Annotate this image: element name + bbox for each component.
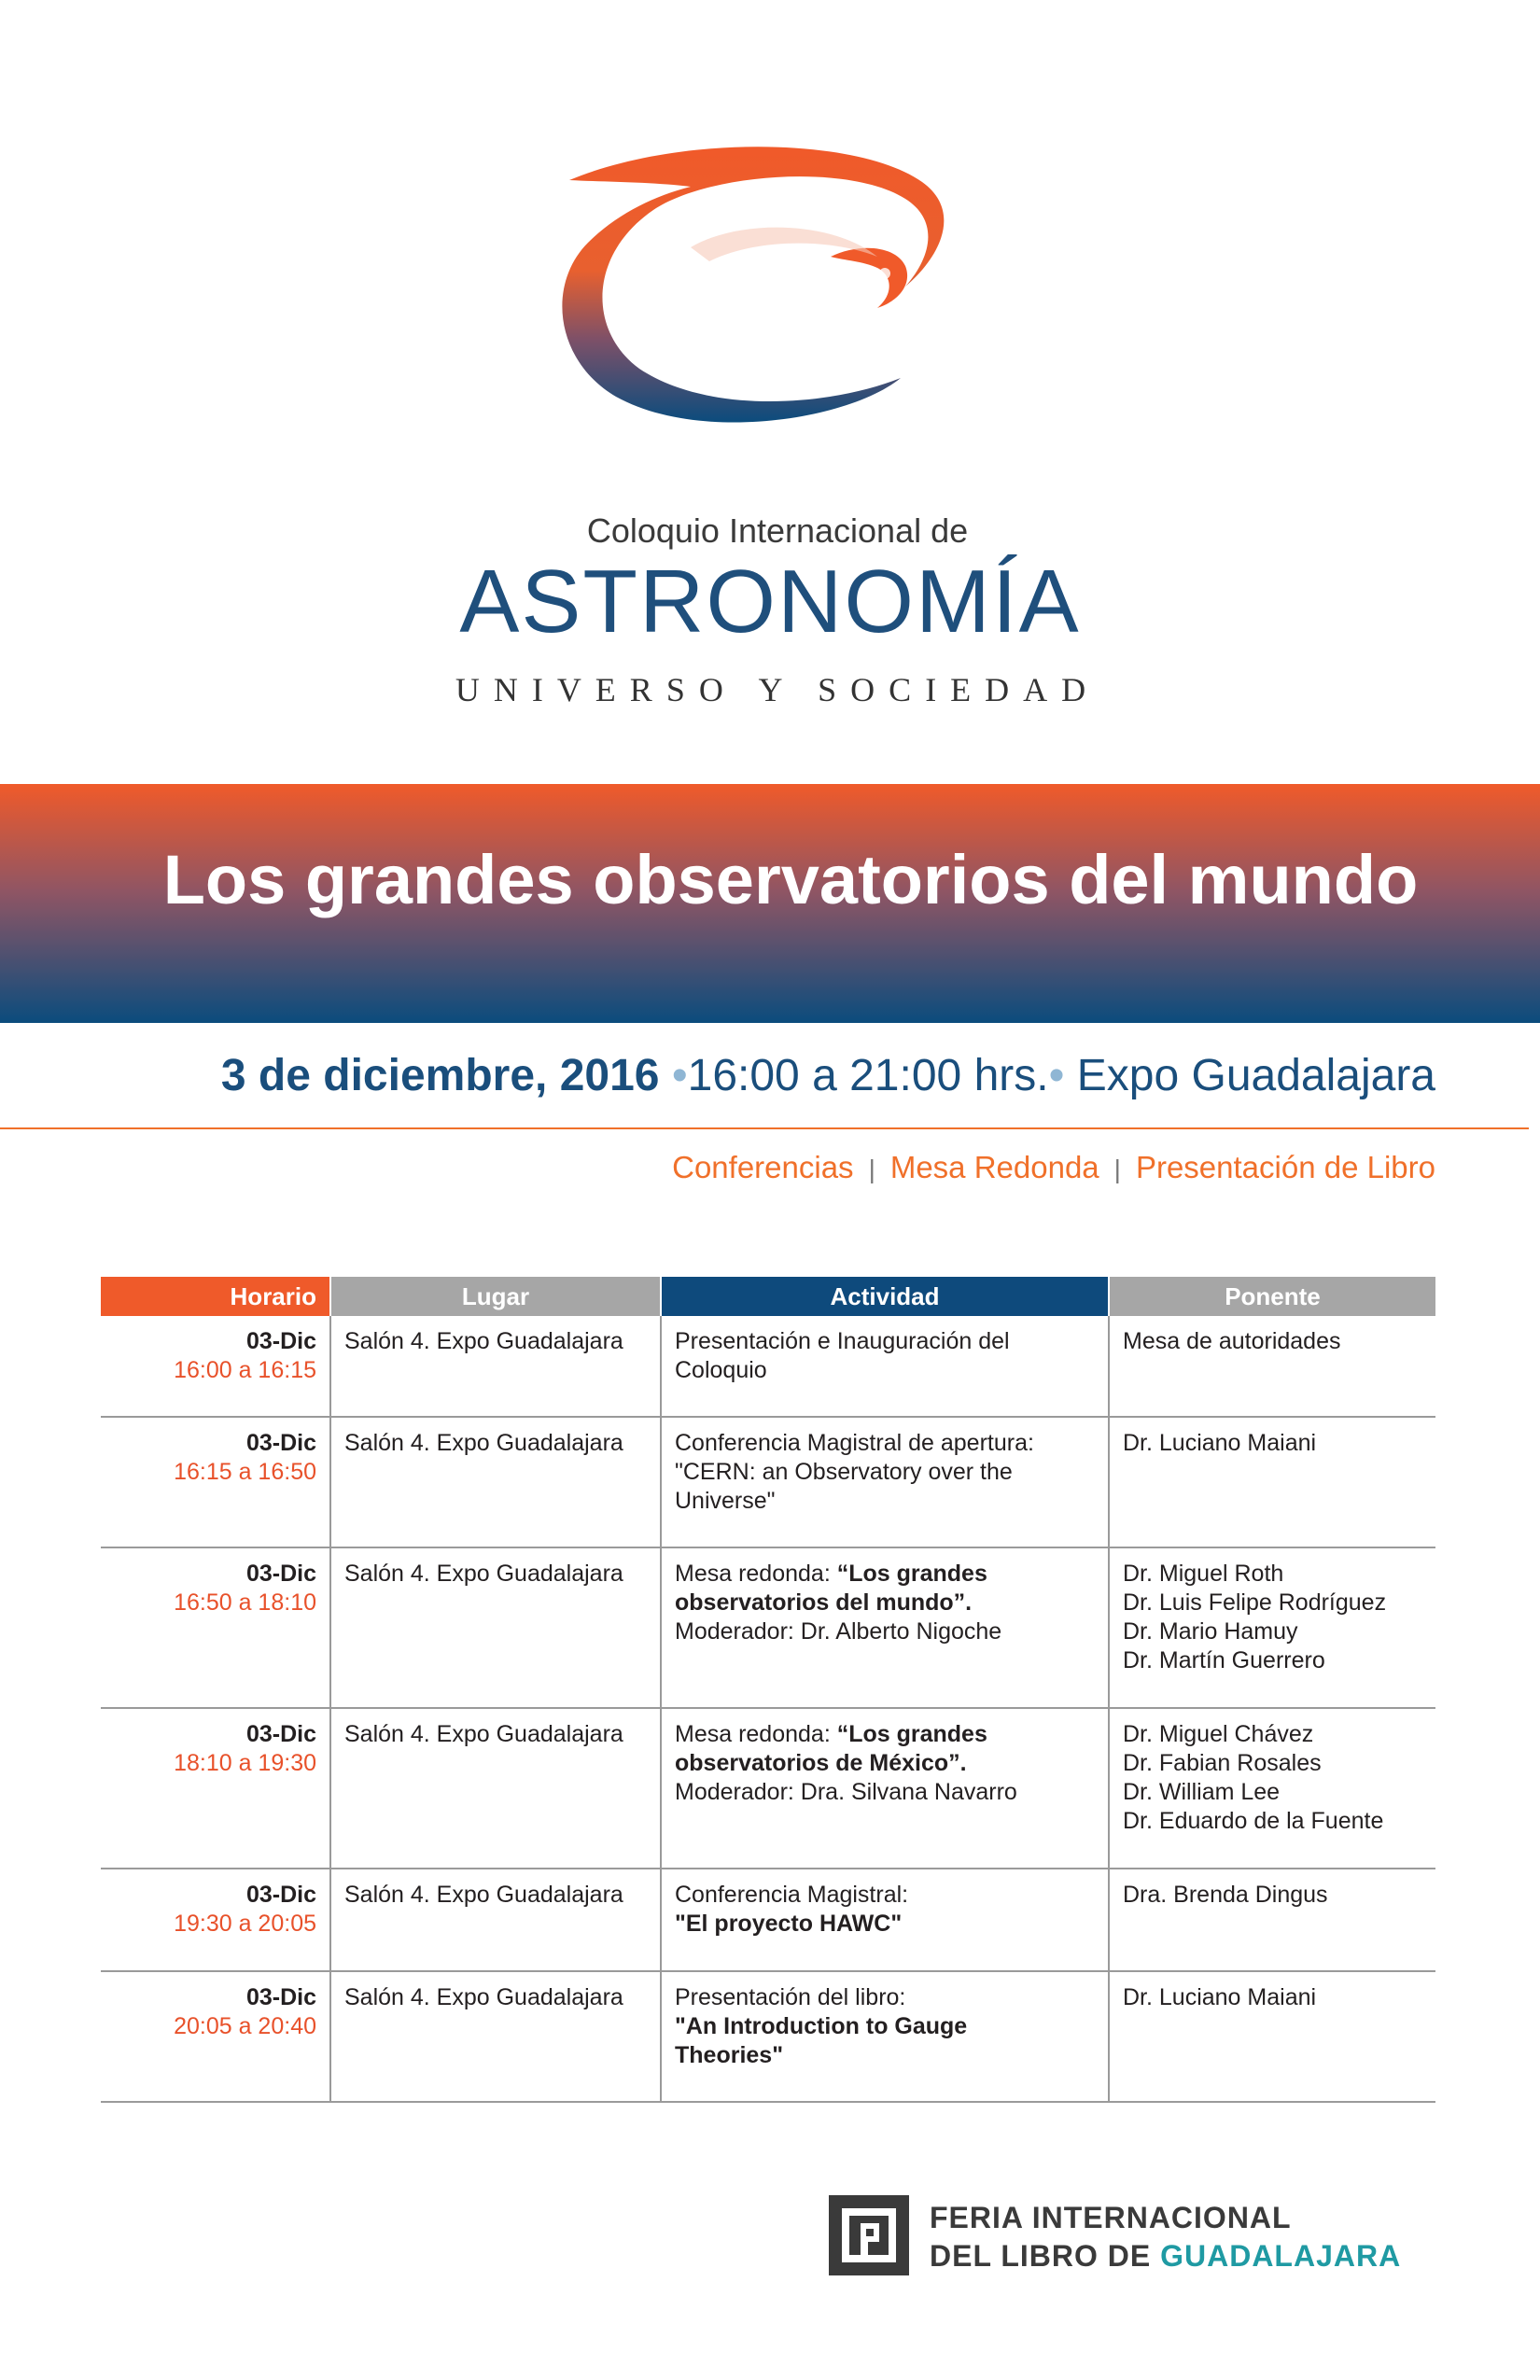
activity-text: Conferencia Magistral: (675, 1882, 909, 1908)
row-day: 03-Dic (245, 1984, 316, 2010)
table-row (101, 1547, 1435, 1708)
bullet-icon: • (671, 1051, 688, 1100)
event-type: Presentación de Libro (1135, 1150, 1435, 1184)
row-time: 19:30 a 20:05 (174, 1911, 316, 1937)
column-header-ponente: Ponente (1109, 1277, 1435, 1316)
speaker-name: Dr. William Lee (1123, 1779, 1281, 1805)
cell-ponente (1109, 1316, 1435, 1417)
row-day: 03-Dic (245, 1430, 316, 1456)
activity-text: Coloquio (675, 1357, 767, 1383)
table-row (101, 1708, 1435, 1869)
activity-title: Theories" (675, 2042, 784, 2068)
activity-text: Mesa redonda: (675, 1721, 837, 1747)
speaker-name: Dr. Miguel Roth (1123, 1561, 1284, 1587)
activity-text: Conferencia Magistral de apertura: (675, 1430, 1034, 1456)
row-day: 03-Dic (245, 1561, 316, 1587)
activity-text: Presentación del libro: (675, 1984, 906, 2010)
event-venue: Expo Guadalajara (1076, 1051, 1435, 1100)
row-time: 16:00 a 16:15 (174, 1357, 316, 1383)
activity-line (675, 1720, 1095, 1749)
logo-tagline: UNIVERSO Y SOCIEDAD (455, 671, 1100, 708)
fil-logo-text (930, 2199, 1401, 2275)
speaker-name: Dra. Brenda Dingus (1123, 1882, 1328, 1908)
activity-moderator: Moderador: Dra. Silvana Navarro (675, 1779, 1017, 1805)
activity-text: "CERN: an Observatory over the (675, 1459, 1013, 1485)
event-types (672, 1150, 1435, 1185)
activity-title: "An Introduction to Gauge (675, 2013, 968, 2039)
cell-ponente (1109, 1547, 1435, 1708)
cell-lugar: Salón 4. Expo Guadalajara (330, 1869, 661, 1971)
speaker-name: Dr. Mario Hamuy (1123, 1618, 1298, 1645)
activity-title: observatorios de México”. (675, 1750, 967, 1776)
cell-lugar: Salón 4. Expo Guadalajara (330, 1547, 661, 1708)
cell-ponente (1109, 1971, 1435, 2102)
table-row (101, 1869, 1435, 1971)
row-day: 03-Dic (245, 1882, 316, 1908)
cell-actividad (661, 1971, 1109, 2102)
table-row (101, 1971, 1435, 2102)
cell-lugar: Salón 4. Expo Guadalajara (330, 1971, 661, 2102)
logo-subtitle: Coloquio Internacional de (586, 511, 969, 550)
activity-moderator: Moderador: Dr. Alberto Nigoche (675, 1618, 1002, 1645)
cell-horario (101, 1869, 330, 1971)
event-type: Conferencias (672, 1150, 854, 1184)
schedule-body (101, 1316, 1435, 2102)
speaker-name: Dr. Eduardo de la Fuente (1123, 1808, 1384, 1834)
cell-lugar: Salón 4. Expo Guadalajara (330, 1316, 661, 1417)
activity-title: “Los grandes (836, 1561, 987, 1587)
fil-logo-icon (829, 2195, 909, 2275)
activity-title: observatorios del mundo”. (675, 1589, 973, 1616)
bullet-icon: • (1048, 1051, 1065, 1100)
activity-text: Mesa redonda: (675, 1561, 837, 1587)
speaker-name: Dr. Fabian Rosales (1123, 1750, 1322, 1776)
cell-ponente (1109, 1708, 1435, 1869)
swirl-icon (551, 145, 999, 462)
title-banner (0, 784, 1540, 1023)
cell-actividad (661, 1417, 1109, 1547)
cell-actividad (661, 1316, 1109, 1417)
table-row (101, 1316, 1435, 1417)
event-time: 16:00 a 21:00 hrs. (687, 1051, 1049, 1100)
logo-title: ASTRONOMÍA (459, 552, 1081, 651)
cell-lugar: Salón 4. Expo Guadalajara (330, 1417, 661, 1547)
activity-title: “Los grandes (836, 1721, 987, 1747)
speaker-name: Mesa de autoridades (1123, 1328, 1341, 1354)
cell-ponente (1109, 1417, 1435, 1547)
activity-text: Universe" (675, 1488, 776, 1514)
speaker-name: Dr. Martín Guerrero (1123, 1647, 1325, 1673)
activity-line (675, 1560, 1095, 1589)
cell-horario (101, 1547, 330, 1708)
fil-line2-highlight: GUADALAJARA (1160, 2239, 1402, 2273)
speaker-name: Dr. Luis Felipe Rodríguez (1123, 1589, 1387, 1616)
cell-ponente (1109, 1869, 1435, 1971)
banner-title: Los grandes observatorios del mundo (162, 841, 1419, 918)
activity-text: Presentación e Inauguración del (675, 1328, 1010, 1354)
row-time: 18:10 a 19:30 (174, 1750, 316, 1776)
row-day: 03-Dic (245, 1721, 316, 1747)
schedule-table (101, 1277, 1435, 2103)
table-header-row (101, 1277, 1435, 1316)
event-dateline (221, 1050, 1435, 1101)
speaker-name: Dr. Miguel Chávez (1123, 1721, 1314, 1747)
column-header-lugar: Lugar (330, 1277, 661, 1316)
cell-actividad (661, 1547, 1109, 1708)
row-time: 16:15 a 16:50 (174, 1459, 316, 1485)
table-row (101, 1417, 1435, 1547)
event-date: 3 de diciembre, 2016 (220, 1051, 660, 1100)
event-type: Mesa Redonda (889, 1150, 1099, 1184)
fil-logo (829, 2195, 1402, 2279)
row-time: 16:50 a 18:10 (174, 1589, 316, 1616)
row-time: 20:05 a 20:40 (174, 2013, 316, 2039)
column-header-horario: Horario (101, 1277, 330, 1316)
separator: | (868, 1155, 875, 1183)
separator: | (1113, 1155, 1121, 1183)
fil-line1: FERIA INTERNACIONAL (930, 2201, 1292, 2234)
divider (0, 1127, 1529, 1129)
fil-line2-prefix: DEL LIBRO DE (930, 2239, 1161, 2273)
cell-actividad (661, 1708, 1109, 1869)
activity-title: "El proyecto HAWC" (675, 1911, 903, 1937)
cell-actividad (661, 1869, 1109, 1971)
cell-horario (101, 1316, 330, 1417)
row-day: 03-Dic (245, 1328, 316, 1354)
cell-horario (101, 1708, 330, 1869)
speaker-name: Dr. Luciano Maiani (1123, 1984, 1317, 2010)
cell-horario (101, 1417, 330, 1547)
cell-lugar: Salón 4. Expo Guadalajara (330, 1708, 661, 1869)
cell-horario (101, 1971, 330, 2102)
column-header-actividad: Actividad (661, 1277, 1109, 1316)
speaker-name: Dr. Luciano Maiani (1123, 1430, 1317, 1456)
